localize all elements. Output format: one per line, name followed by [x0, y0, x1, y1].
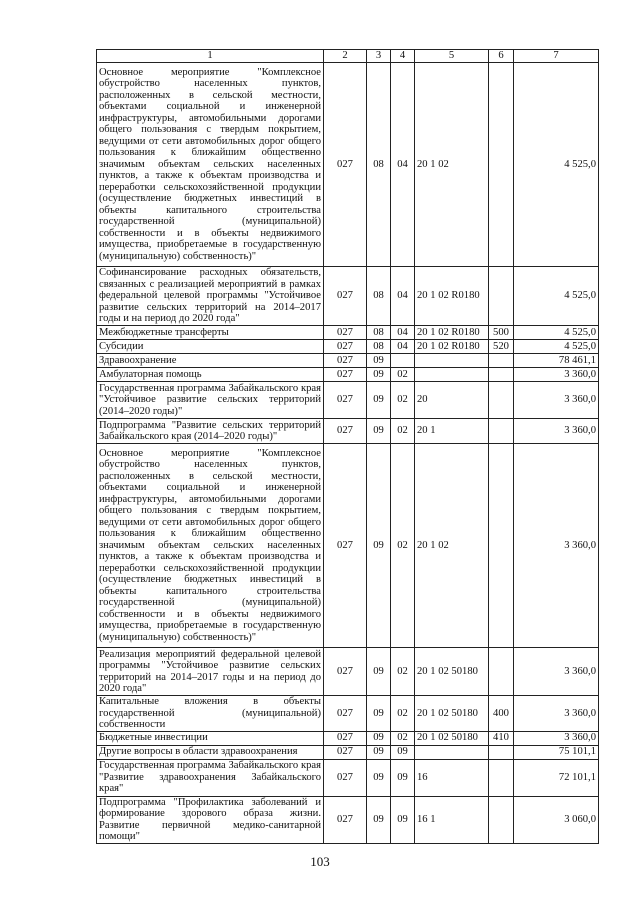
cell-section: 09: [367, 354, 391, 368]
cell-target-article: 20 1 02 R0180: [415, 340, 489, 354]
table-row: [97, 731, 599, 745]
column-header: 7: [514, 50, 599, 63]
cell-expense-type: 410: [489, 731, 514, 745]
row-name: Субсидии: [97, 340, 324, 354]
cell-subsection: 09: [391, 745, 415, 759]
table-row: [97, 382, 599, 419]
cell-expense-type: [489, 796, 514, 843]
cell-amount: 78 461,1: [514, 354, 599, 368]
cell-target-article: 20 1: [415, 419, 489, 444]
cell-ministry: 027: [324, 745, 367, 759]
cell-subsection: 04: [391, 326, 415, 340]
cell-expense-type: [489, 419, 514, 444]
column-header: 5: [415, 50, 489, 63]
cell-expense-type: [489, 759, 514, 796]
budget-table: [96, 49, 599, 844]
cell-amount: 3 360,0: [514, 368, 599, 382]
cell-expense-type: [489, 267, 514, 326]
cell-expense-type: [489, 444, 514, 648]
cell-ministry: 027: [324, 731, 367, 745]
cell-ministry: 027: [324, 796, 367, 843]
cell-subsection: 02: [391, 648, 415, 696]
cell-amount: 3 360,0: [514, 382, 599, 419]
cell-ministry: 027: [324, 444, 367, 648]
cell-target-article: 20 1 02 50180: [415, 731, 489, 745]
cell-subsection: 02: [391, 382, 415, 419]
cell-ministry: 027: [324, 267, 367, 326]
table-row: [97, 796, 599, 843]
cell-target-article: 20 1 02 R0180: [415, 326, 489, 340]
cell-subsection: 02: [391, 368, 415, 382]
table-row: [97, 745, 599, 759]
table-row: [97, 696, 599, 732]
cell-amount: 72 101,1: [514, 759, 599, 796]
cell-ministry: 027: [324, 759, 367, 796]
cell-subsection: 04: [391, 63, 415, 267]
cell-subsection: 02: [391, 444, 415, 648]
cell-amount: 3 360,0: [514, 419, 599, 444]
table-row: [97, 354, 599, 368]
row-name: Государственная программа Забайкальского края "Устойчивое развитие сельских территорий (2014–2020 годы)": [97, 382, 324, 419]
row-name: Капитальные вложения в объекты государственной (муниципальной) собственности: [97, 696, 324, 732]
table-row: [97, 340, 599, 354]
cell-amount: 3 360,0: [514, 444, 599, 648]
cell-target-article: 16 1: [415, 796, 489, 843]
cell-amount: 3 360,0: [514, 731, 599, 745]
cell-ministry: 027: [324, 354, 367, 368]
cell-subsection: 04: [391, 340, 415, 354]
cell-section: 09: [367, 368, 391, 382]
row-name: Амбулаторная помощь: [97, 368, 324, 382]
cell-section: 09: [367, 419, 391, 444]
table-row: [97, 648, 599, 696]
row-name: Государственная программа Забайкальского края "Развитие здравоохранения Забайкальского края": [97, 759, 324, 796]
table-row: [97, 419, 599, 444]
cell-target-article: 20 1 02: [415, 444, 489, 648]
row-name: Бюджетные инвестиции: [97, 731, 324, 745]
cell-expense-type: [489, 382, 514, 419]
cell-expense-type: 500: [489, 326, 514, 340]
cell-expense-type: [489, 745, 514, 759]
cell-ministry: 027: [324, 340, 367, 354]
cell-amount: 4 525,0: [514, 267, 599, 326]
cell-amount: 3 360,0: [514, 648, 599, 696]
cell-ministry: 027: [324, 382, 367, 419]
row-name: Межбюджетные трансферты: [97, 326, 324, 340]
cell-section: 08: [367, 63, 391, 267]
cell-subsection: 02: [391, 731, 415, 745]
cell-ministry: 027: [324, 326, 367, 340]
cell-target-article: 20: [415, 382, 489, 419]
cell-ministry: 027: [324, 696, 367, 732]
cell-amount: 4 525,0: [514, 326, 599, 340]
column-header: 1: [97, 50, 324, 63]
cell-amount: 75 101,1: [514, 745, 599, 759]
cell-subsection: 04: [391, 267, 415, 326]
cell-section: 09: [367, 444, 391, 648]
cell-expense-type: 520: [489, 340, 514, 354]
cell-expense-type: [489, 368, 514, 382]
cell-amount: 4 525,0: [514, 63, 599, 267]
cell-section: 08: [367, 267, 391, 326]
cell-section: 09: [367, 796, 391, 843]
cell-section: 09: [367, 731, 391, 745]
row-name: Основное мероприятие "Комплексное обустройство населенных пунктов, расположенных в сельской местности, объектами социальной и инженерной инфраструктуры, автомобильными дорогами общего пользования с твердым покрытием, ведущими от сети автомобильных дорог общего пользования к ближайшим общественно значимым объектам сельских населенных пунктов, а также к объектам производства и переработки сельскохозяйственной продукции (осуществление бюджетных инвестиций в объекты капитального строительства государственной (муниципальной) собственности и в объекты недвижимого имущества, приобретаемые в государственную (муниципальную) собственность)": [97, 63, 324, 267]
row-name: Подпрограмма "Развитие сельских территорий Забайкальского края (2014–2020 годы)": [97, 419, 324, 444]
table-header-row: [97, 50, 599, 63]
cell-target-article: [415, 354, 489, 368]
table-row: [97, 759, 599, 796]
cell-expense-type: 400: [489, 696, 514, 732]
row-name: Основное мероприятие "Комплексное обустройство населенных пунктов, расположенных в сельской местности, объектами социальной и инженерной инфраструктуры, автомобильными дорогами общего пользования с твердым покрытием, ведущими от сети автомобильных дорог общего пользования к ближайшим общественно значимым объектам сельских населенных пунктов, а также к объектам производства и переработки сельскохозяйственной продукции (осуществление бюджетных инвестиций в объекты капитального строительства государственной (муниципальной) собственности и в объекты недвижимого имущества, приобретаемые в государственную (муниципальную) собственность)": [97, 444, 324, 648]
cell-ministry: 027: [324, 419, 367, 444]
cell-subsection: 09: [391, 796, 415, 843]
cell-target-article: 20 1 02 50180: [415, 648, 489, 696]
cell-section: 09: [367, 745, 391, 759]
cell-section: 09: [367, 648, 391, 696]
row-name: Софинансирование расходных обязательств, связанных с реализацией мероприятий в рамках федеральной целевой программы "Устойчивое развитие сельских территорий на 2014–2017 годы и на период до 2020 года": [97, 267, 324, 326]
cell-target-article: 16: [415, 759, 489, 796]
column-header: 4: [391, 50, 415, 63]
cell-section: 09: [367, 696, 391, 732]
table-row: [97, 63, 599, 267]
cell-ministry: 027: [324, 648, 367, 696]
cell-section: 09: [367, 382, 391, 419]
cell-expense-type: [489, 648, 514, 696]
cell-ministry: 027: [324, 63, 367, 267]
cell-section: 09: [367, 759, 391, 796]
cell-amount: 3 360,0: [514, 696, 599, 732]
cell-section: 08: [367, 340, 391, 354]
row-name: Подпрограмма "Профилактика заболеваний и формирование здорового образа жизни. Развитие первичной медико-санитарной помощи": [97, 796, 324, 843]
cell-target-article: [415, 368, 489, 382]
column-header: 3: [367, 50, 391, 63]
cell-target-article: 20 1 02 50180: [415, 696, 489, 732]
cell-amount: 4 525,0: [514, 340, 599, 354]
table-row: [97, 368, 599, 382]
table-row: [97, 444, 599, 648]
cell-subsection: 02: [391, 419, 415, 444]
cell-target-article: [415, 745, 489, 759]
table-row: [97, 267, 599, 326]
cell-expense-type: [489, 63, 514, 267]
cell-subsection: [391, 354, 415, 368]
page-number: 103: [310, 854, 330, 869]
cell-target-article: 20 1 02: [415, 63, 489, 267]
row-name: Другие вопросы в области здравоохранения: [97, 745, 324, 759]
cell-amount: 3 060,0: [514, 796, 599, 843]
column-header: 2: [324, 50, 367, 63]
cell-expense-type: [489, 354, 514, 368]
cell-target-article: 20 1 02 R0180: [415, 267, 489, 326]
row-name: Здравоохранение: [97, 354, 324, 368]
cell-section: 08: [367, 326, 391, 340]
cell-subsection: 09: [391, 759, 415, 796]
row-name: Реализация мероприятий федеральной целевой программы "Устойчивое развитие сельских территорий на 2014–2017 годы и на период до 2020 года": [97, 648, 324, 696]
table-row: [97, 326, 599, 340]
cell-subsection: 02: [391, 696, 415, 732]
cell-ministry: 027: [324, 368, 367, 382]
column-header: 6: [489, 50, 514, 63]
